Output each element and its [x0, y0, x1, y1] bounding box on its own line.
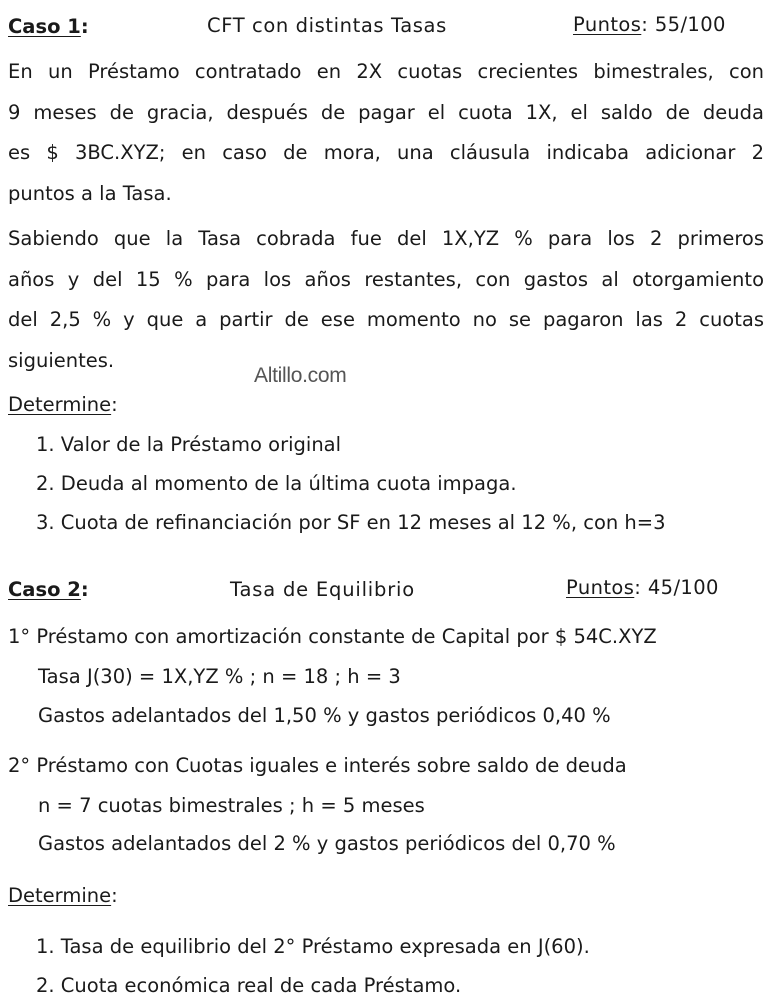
- loan2-line-1: 2° Préstamo con Cuotas iguales e interés sobre saldo de deuda: [8, 754, 627, 777]
- paragraph-line: años y del 15 % para los años restantes, con gastos al otorgamiento: [8, 267, 764, 291]
- caso1-points-value: : 55/100: [641, 13, 726, 36]
- determine-colon: :: [111, 393, 118, 416]
- caso1-heading: [8, 15, 89, 38]
- paragraph-line: es $ 3BC.XYZ; en caso de mora, una cláusula indicaba adicionar 2: [8, 141, 764, 164]
- caso1-item-3: 3. Cuota de refinanciación por SF en 12 meses al 12 %, con h=3: [36, 511, 666, 534]
- determine-label: Determine: [8, 884, 112, 907]
- determine-label: Determine: [8, 393, 112, 416]
- caso2-points-value: : 45/100: [634, 576, 719, 599]
- caso2-points-label: Puntos: [566, 576, 635, 599]
- caso1-points-label: Puntos: [573, 13, 642, 36]
- caso1-paragraph-2: [8, 219, 764, 381]
- paragraph-line: 9 meses de gracia, después de pagar el cuota 1X, el saldo de deuda: [8, 100, 764, 124]
- loan1-line-3: Gastos adelantados del 1,50 % y gastos periódicos 0,40 %: [38, 704, 611, 727]
- loan2-line-3: Gastos adelantados del 2 % y gastos periódicos del 0,70 %: [38, 832, 616, 855]
- caso2-label: Caso 2: [8, 578, 81, 601]
- caso1-determine: [8, 393, 118, 416]
- loan1-line-2: Tasa J(30) = 1X,YZ % ; n = 18 ; h = 3: [38, 665, 401, 688]
- caso2-item-1: 1. Tasa de equilibrio del 2° Préstamo expresada en J(60).: [36, 935, 590, 958]
- caso2-item-2: 2. Cuota económica real de cada Préstamo.: [36, 974, 462, 997]
- paragraph-line: En un Préstamo contratado en 2X cuotas crecientes bimestrales, con: [8, 60, 764, 83]
- caso1-item-2: 2. Deuda al momento de la última cuota impaga.: [36, 472, 517, 495]
- paragraph-line: puntos a la Tasa.: [8, 181, 172, 205]
- caso1-item-1: 1. Valor de la Préstamo original: [36, 433, 342, 456]
- caso2-points: [566, 576, 719, 599]
- caso2-heading: [8, 578, 89, 601]
- paragraph-line: siguientes.: [8, 348, 115, 372]
- caso1-paragraph-1: [8, 52, 764, 214]
- paragraph-line: Sabiendo que la Tasa cobrada fue del 1X,YZ % para los 2 primeros: [8, 227, 764, 250]
- caso2-determine: [8, 884, 118, 907]
- caso1-colon: :: [80, 15, 89, 38]
- caso1-label: Caso 1: [8, 15, 81, 38]
- determine-colon: :: [111, 884, 118, 907]
- caso1-title: CFT con distintas Tasas: [207, 14, 447, 37]
- caso2-colon: :: [80, 578, 89, 601]
- loan1-line-1: 1° Préstamo con amortización constante de Capital por $ 54C.XYZ: [8, 625, 657, 648]
- loan2-line-2: n = 7 cuotas bimestrales ; h = 5 meses: [38, 794, 425, 817]
- caso1-points: [573, 13, 726, 36]
- altillo-watermark: Altillo.com: [254, 364, 347, 387]
- caso2-title: Tasa de Equilibrio: [230, 578, 415, 601]
- paragraph-line: del 2,5 % y que a partir de ese momento no se pagaron las 2 cuotas: [8, 308, 764, 331]
